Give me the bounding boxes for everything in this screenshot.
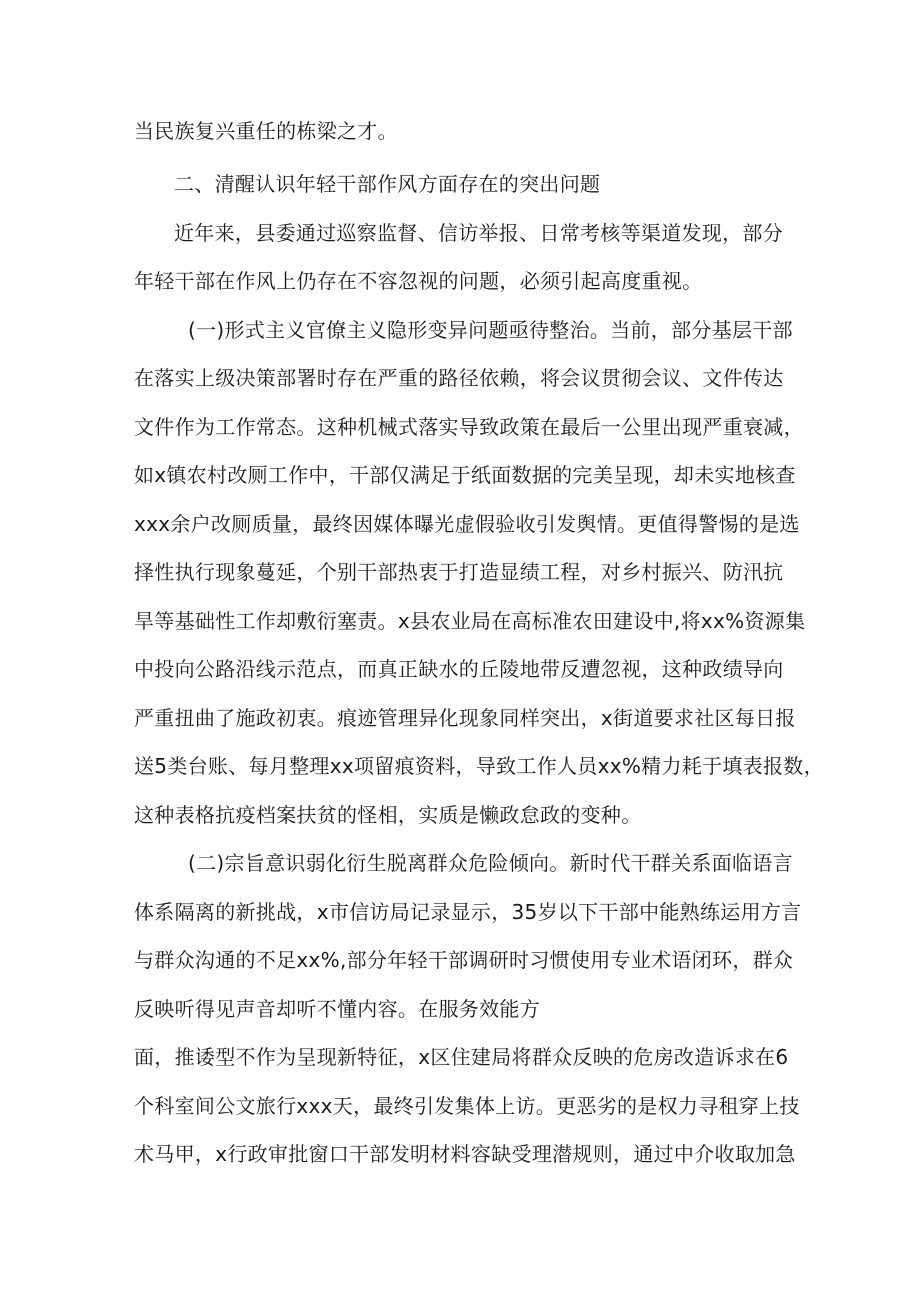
subsection-line: (一)形式主义官僚主义隐形变异问题亟待整治。当前，部分基层干部	[188, 318, 793, 342]
text-line: 术马甲，x行政审批窗口干部发明材料容缺受理潜规则，通过中介收取加急	[134, 1142, 796, 1166]
text-line: 这种表格抗疫档案扶贫的怪相，实质是懒政怠政的变种。	[134, 803, 642, 827]
subsection-line: (二)宗旨意识弱化衍生脱离群众危险倾向。新时代干群关系面临语言	[188, 851, 793, 875]
text-line: 个科室间公文旅行xxx天，最终引发集体上访。更恶劣的是权力寻租穿上技	[134, 1094, 800, 1118]
text-line: 在落实上级决策部署时存在严重的路径依赖，将会议贯彻会议、文件传达	[134, 366, 784, 390]
text-line: 中投向公路沿线示范点，而真正缺水的丘陵地带反遭忽视，这种政绩导向	[134, 657, 784, 681]
text-line: 严重扭曲了施政初衷。痕迹管理异化现象同样突出，x街道要求社区每日报	[134, 706, 796, 730]
text-line: 面，推诿型不作为呈现新特征，x区住建局将群众反映的危房改造诉求在6	[134, 1045, 789, 1069]
section-heading: 二、清醒认识年轻干部作风方面存在的突出问题	[174, 172, 601, 196]
text-line: 择性执行现象蔓延，个别干部热衷于打造显绩工程，对乡村振兴、防汛抗	[134, 560, 784, 584]
text-line: xxx余户改厕质量，最终因媒体曝光虚假验收引发舆情。更值得警惕的是选	[134, 512, 800, 536]
text-line: 当民族复兴重任的栋梁之才。	[134, 119, 398, 143]
text-line: 旱等基础性工作却敷衍塞责。x县农业局在高标准农田建设中,将xx%资源集	[134, 609, 806, 633]
text-line: 近年来，县委通过巡察监督、信访举报、日常考核等渠道发现，部分	[174, 221, 783, 245]
text-line: 如x镇农村改厕工作中，干部仅满足于纸面数据的完美呈现，却未实地核查	[134, 463, 796, 487]
text-line: 文件作为工作常态。这种机械式落实导致政策在最后一公里出现严重衰减，	[134, 415, 804, 439]
text-line: 与群众沟通的不足xx%,部分年轻干部调研时习惯使用专业术语闭环，群众	[134, 948, 794, 972]
text-line: 反映听得见声音却听不懂内容。在服务效能方	[134, 997, 540, 1021]
text-line: 体系隔离的新挑战，x市信访局记录显示，35岁以下干部中能熟练运用方言	[134, 900, 802, 924]
text-line: 年轻干部在作风上仍存在不容忽视的问题，必须引起高度重视。	[134, 269, 703, 293]
text-line: 送5类台账、每月整理xx项留痕资料，导致工作人员xx%精力耗于填表报数，	[134, 754, 824, 778]
